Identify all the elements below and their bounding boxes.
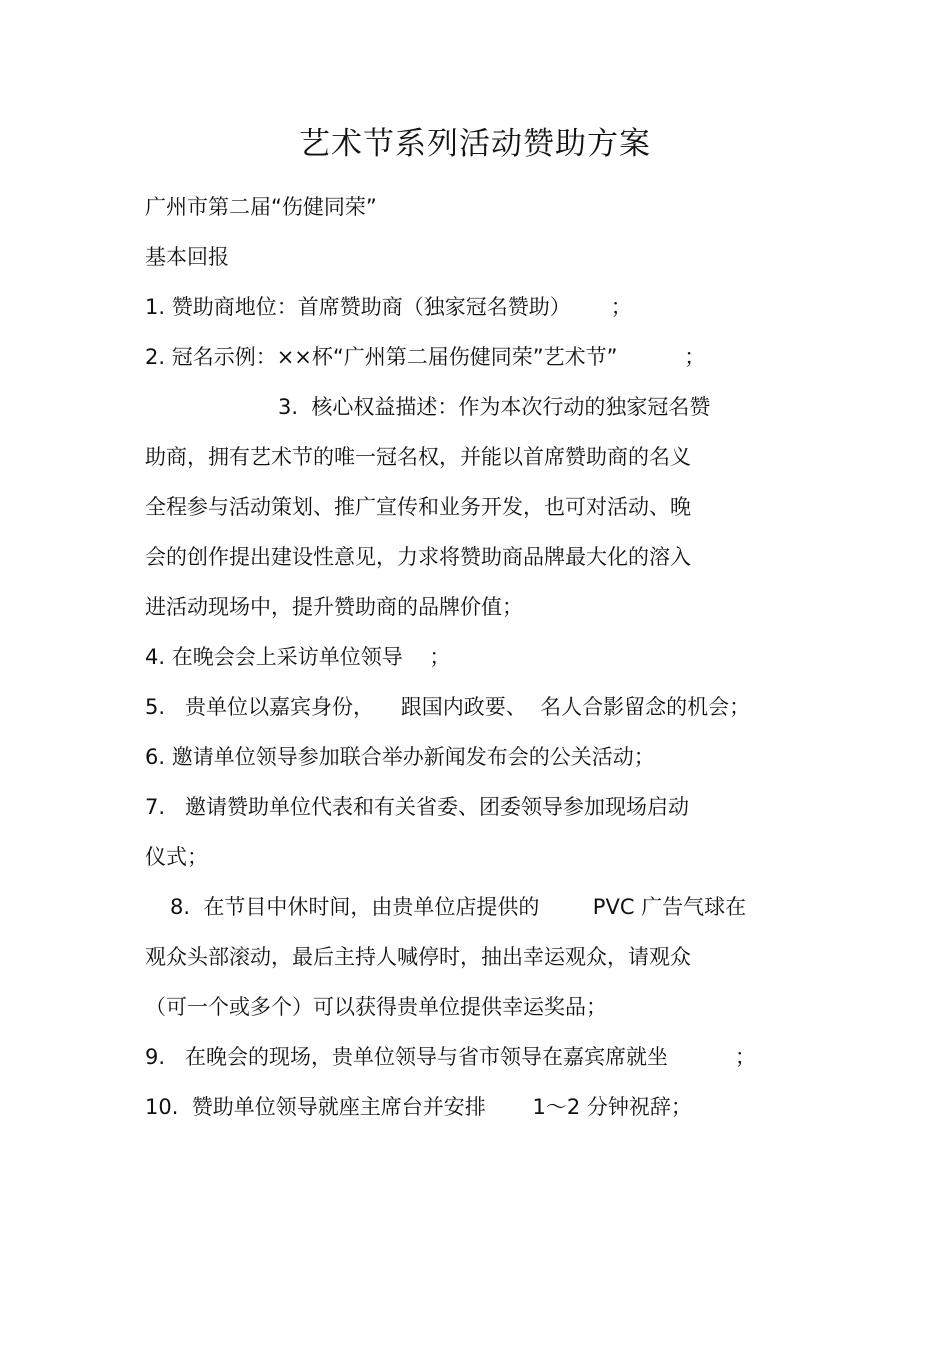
- body-line: 进活动现场中，提升赞助商的品牌价值；: [145, 595, 523, 619]
- document-subtitle: 广州市第二届“伤健同荣”: [145, 195, 377, 219]
- body-line: 2. 冠名示例：××杯“广州第二届伤健同荣”艺术节” ；: [145, 345, 706, 369]
- body-line: 10. 赞助单位领导就座主席台并安排 1～2 分钟祝辞；: [145, 1095, 692, 1119]
- body-line: 全程参与活动策划、推广宣传和业务开发，也可对活动、晚: [145, 495, 691, 519]
- body-line: 3. 核心权益描述：作为本次行动的独家冠名赞: [278, 395, 711, 419]
- body-line: 助商，拥有艺术节的唯一冠名权，并能以首席赞助商的名义: [145, 445, 691, 469]
- body-line: 会的创作提出建设性意见，力求将赞助商品牌最大化的溶入: [145, 545, 691, 569]
- body-line: 仪式；: [145, 845, 208, 869]
- body-line: 观众头部滚动，最后主持人喊停时，抽出幸运观众，请观众: [145, 945, 691, 969]
- body-line: （可一个或多个）可以获得贵单位提供幸运奖品；: [145, 995, 607, 1019]
- body-line: 7. 邀请赞助单位代表和有关省委、团委领导参加现场启动: [145, 795, 690, 819]
- document-title: 艺术节系列活动赞助方案: [299, 126, 651, 162]
- body-line: 6. 邀请单位领导参加联合举办新闻发布会的公关活动；: [145, 745, 655, 769]
- body-line: 9. 在晚会的现场，贵单位领导与省市领导在嘉宾席就坐 ；: [145, 1045, 756, 1069]
- body-line: 1. 赞助商地位：首席赞助商（独家冠名赞助） ；: [145, 295, 632, 319]
- section-heading: 基本回报: [145, 245, 229, 269]
- body-line: 4. 在晚会会上采访单位领导 ；: [145, 645, 451, 669]
- body-line: 5. 贵单位以嘉宾身份， 跟国内政要、 名人合影留念的机会；: [145, 695, 751, 719]
- body-line: 8. 在节目中休时间，由贵单位店提供的 PVC 广告气球在: [170, 895, 747, 919]
